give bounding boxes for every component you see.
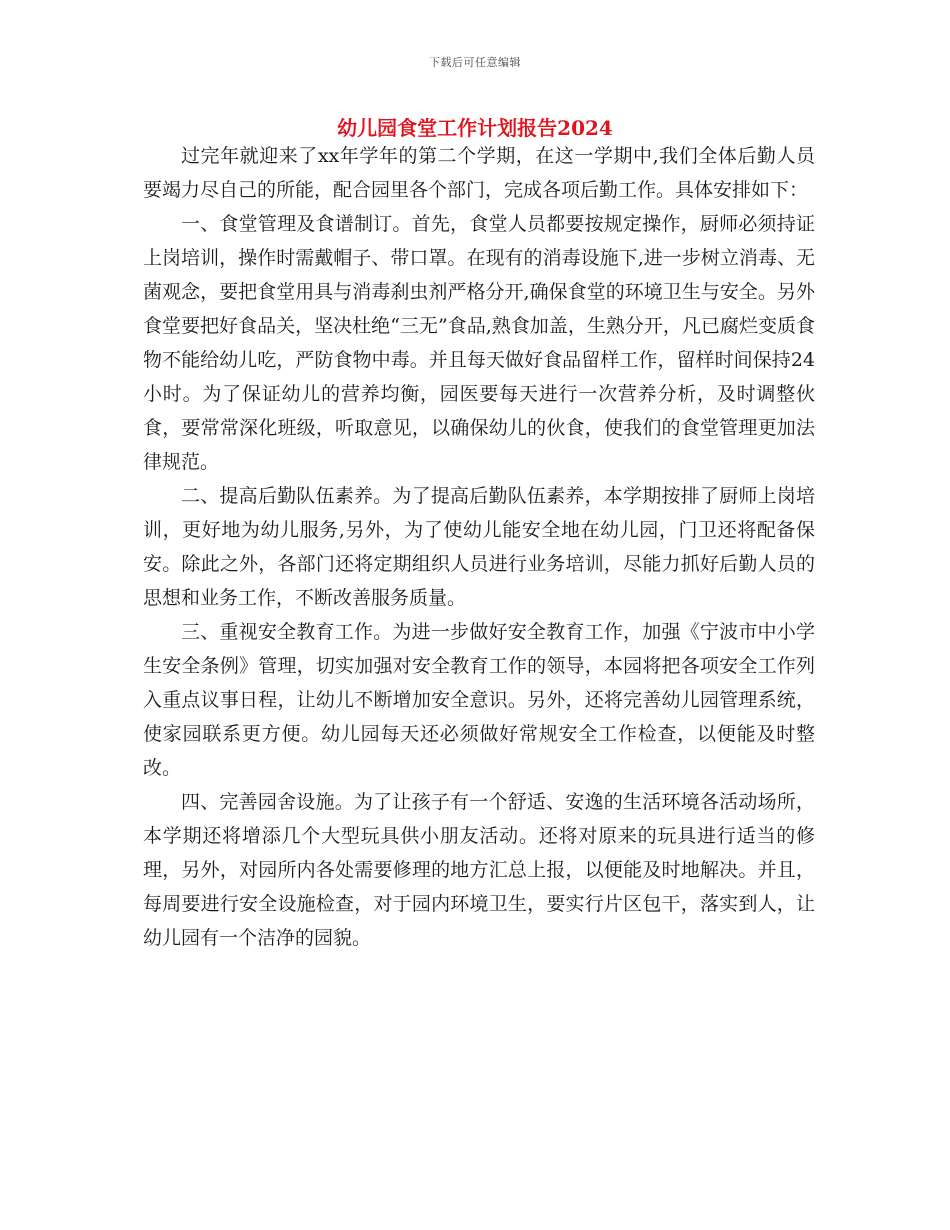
- paragraph-staff-quality: 二、提高后勤队伍素养。为了提高后勤队伍素养，本学期按排了厨师上岗培训，更好地为幼儿服务,另外，为了使幼儿能安全地在幼儿园，门卫还将配备保安。除此之外，各部门还将定期组织人员进行业务培训，尽能力抓好后勤人员的思想和业务工作，不断改善服务质量。: [143, 485, 815, 609]
- header-note: 下载后可任意编辑: [429, 56, 521, 69]
- document-title: 幼儿园食堂工作计划报告2024: [337, 116, 613, 140]
- paragraph-facilities: 四、完善园舍设施。为了让孩子有一个舒适、安逸的生活环境各活动场所，本学期还将增添几个大型玩具供小朋友活动。还将对原来的玩具进行适当的修理，另外，对园所内各处需要修理的地方汇总上报，以便能及时地解决。并且，每周要进行安全设施检查，对于园内环境卫生，要实行片区包干，落实到人，让幼儿园有一个洁净的园貌。: [143, 791, 815, 949]
- intro-paragraph: 过完年就迎来了xx年学年的第二个学期，在这一学期中,我们全体后勤人员要竭力尽自己的所能，配合园里各个部门，完成各项后勤工作。具体安排如下：: [143, 145, 815, 201]
- paragraph-canteen-management: 一、食堂管理及食谱制订。首先，食堂人员都要按规定操作，厨师必须持证上岗培训，操作时需戴帽子、带口罩。在现有的消毒设施下,进一步树立消毒、无菌观念，要把食堂用具与消毒刹虫剂严格分开,确保食堂的环境卫生与安全。另外食堂要把好食品关，坚决杜绝“三无”食品,熟食加盖，生熟分开，凡已腐烂变质食物不能给幼儿吃，严防食物中毒。并且每天做好食品留样工作，留样时间保持24小时。为了保证幼儿的营养均衡，园医要每天进行一次营养分析，及时调整伙食，要常常深化班级，听取意见，以确保幼儿的伙食，使我们的食堂管理更加法律规范。: [143, 213, 815, 473]
- paragraph-safety-education: 三、重视安全教育工作。为进一步做好安全教育工作，加强《宁波市中小学生安全条例》管理，切实加强对安全教育工作的领导，本园将把各项安全工作列入重点议事日程，让幼儿不断增加安全意识。另外，还将完善幼儿园管理系统，使家园联系更方便。幼儿园每天还必须做好常规安全工作检查，以便能及时整改。: [143, 621, 815, 779]
- document-body: [143, 139, 815, 955]
